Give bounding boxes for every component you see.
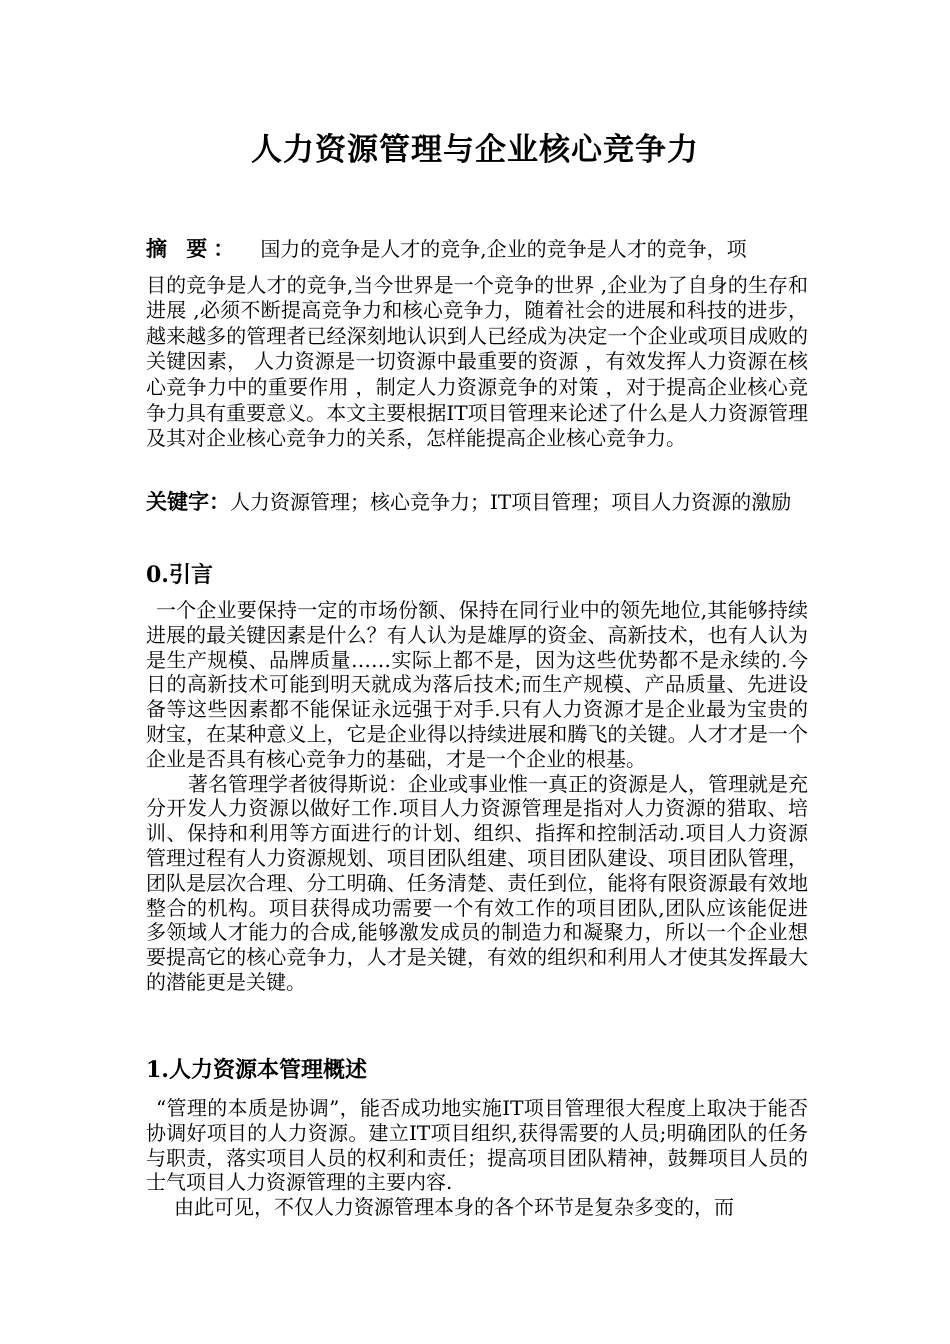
abstract xyxy=(146,236,808,452)
abstract-text: 目的竞争是人才的竞争,当今世界是一个竞争的世界 ,企业为了自身的生存和进展 ,必须不断提高竞争力和核心竞争力，随着社会的进展和科技的进步，越来越多的管理者已经深刻地认识到人已经成为决定一个企业或项目成败的关键因素， 人力资源是一切资源中最重要的资源 ，有效发挥人力资源在核心竞争力中的重要作用 ，制定人力资源竞争的对策 ，对于提高企业核心竞争力具有重要意义。本文主要根据IT项目管理来论述了什么是人力资源管理及其对企业核心竞争力的关系，怎样能提高企业核心竞争力。 xyxy=(146,272,808,451)
section-heading-introduction: 0.引言 xyxy=(146,562,213,588)
paragraph: 一个企业要保持一定的市场份额、保持在同行业中的领先地位,其能够持续进展的最关键因素是什么？有人认为是雄厚的资金、高新技术，也有人认为是生产规模、品牌质量……实际上都不是，因为这些优势都不是永续的.今日的高新技术可能到明天就成为落后技术;而生产规模、产品质量、先进设备等这些因素都不能保证永远强于对手.只有人力资源才是企业最为宝贵的财宝，在某种意义上，它是企业得以持续进展和腾飞的关键。人才才是一个企业是否具有核心竞争力的基础，才是一个企业的根基。 xyxy=(146,598,808,771)
section-heading-overview: 1.人力资源本管理概述 xyxy=(146,1057,367,1083)
keywords xyxy=(146,484,808,520)
abstract-text-start: 国力的竞争是人才的竞争,企业的竞争是人才的竞争，项 xyxy=(260,237,747,261)
paragraph: “管理的本质是协调”，能否成功地实施IT项目管理很大程度上取决于能否协调好项目的人力资源。建立IT项目组织,获得需要的人员;明确团队的任务与职责，落实项目人员的权利和责任；提高项目团队精神，鼓舞项目人员的士气项目人力资源管理的主要内容. xyxy=(146,1096,808,1195)
paragraph: 著名管理学者彼得斯说：企业或事业惟一真正的资源是人，管理就是充分开发人力资源以做好工作.项目人力资源管理是指对人力资源的猎取、培训、保持和利用等方面进行的计划、组织、指挥和控制活动.项目人力资源管理过程有人力资源规划、项目团队组建、项目团队建设、项目团队管理，团队是层次合理、分工明确、任务清楚、责任到位，能将有限资源最有效地整合的机构。项目获得成功需要一个有效工作的项目团队,团队应该能促进多领域人才能力的合成,能够激发成员的制造力和凝聚力，所以一个企业想要提高它的核心竞争力，人才是关键，有效的组织和利用人才使其发挥最大的潜能更是关键。 xyxy=(146,771,808,994)
paragraph: 由此可见，不仅人力资源管理本身的各个环节是复杂多变的，而 xyxy=(174,1195,734,1220)
abstract-label: 摘 要： xyxy=(146,236,241,261)
keywords-text: 人力资源管理；核心竞争力；IT项目管理；项目人力资源的激励 xyxy=(230,490,792,514)
section-overview-body xyxy=(146,1096,808,1220)
section-introduction-body xyxy=(146,598,808,995)
abstract-first-line xyxy=(146,236,808,263)
document-title: 人力资源管理与企业核心竞争力 xyxy=(251,132,699,168)
keywords-label: 关键字： xyxy=(146,489,230,514)
